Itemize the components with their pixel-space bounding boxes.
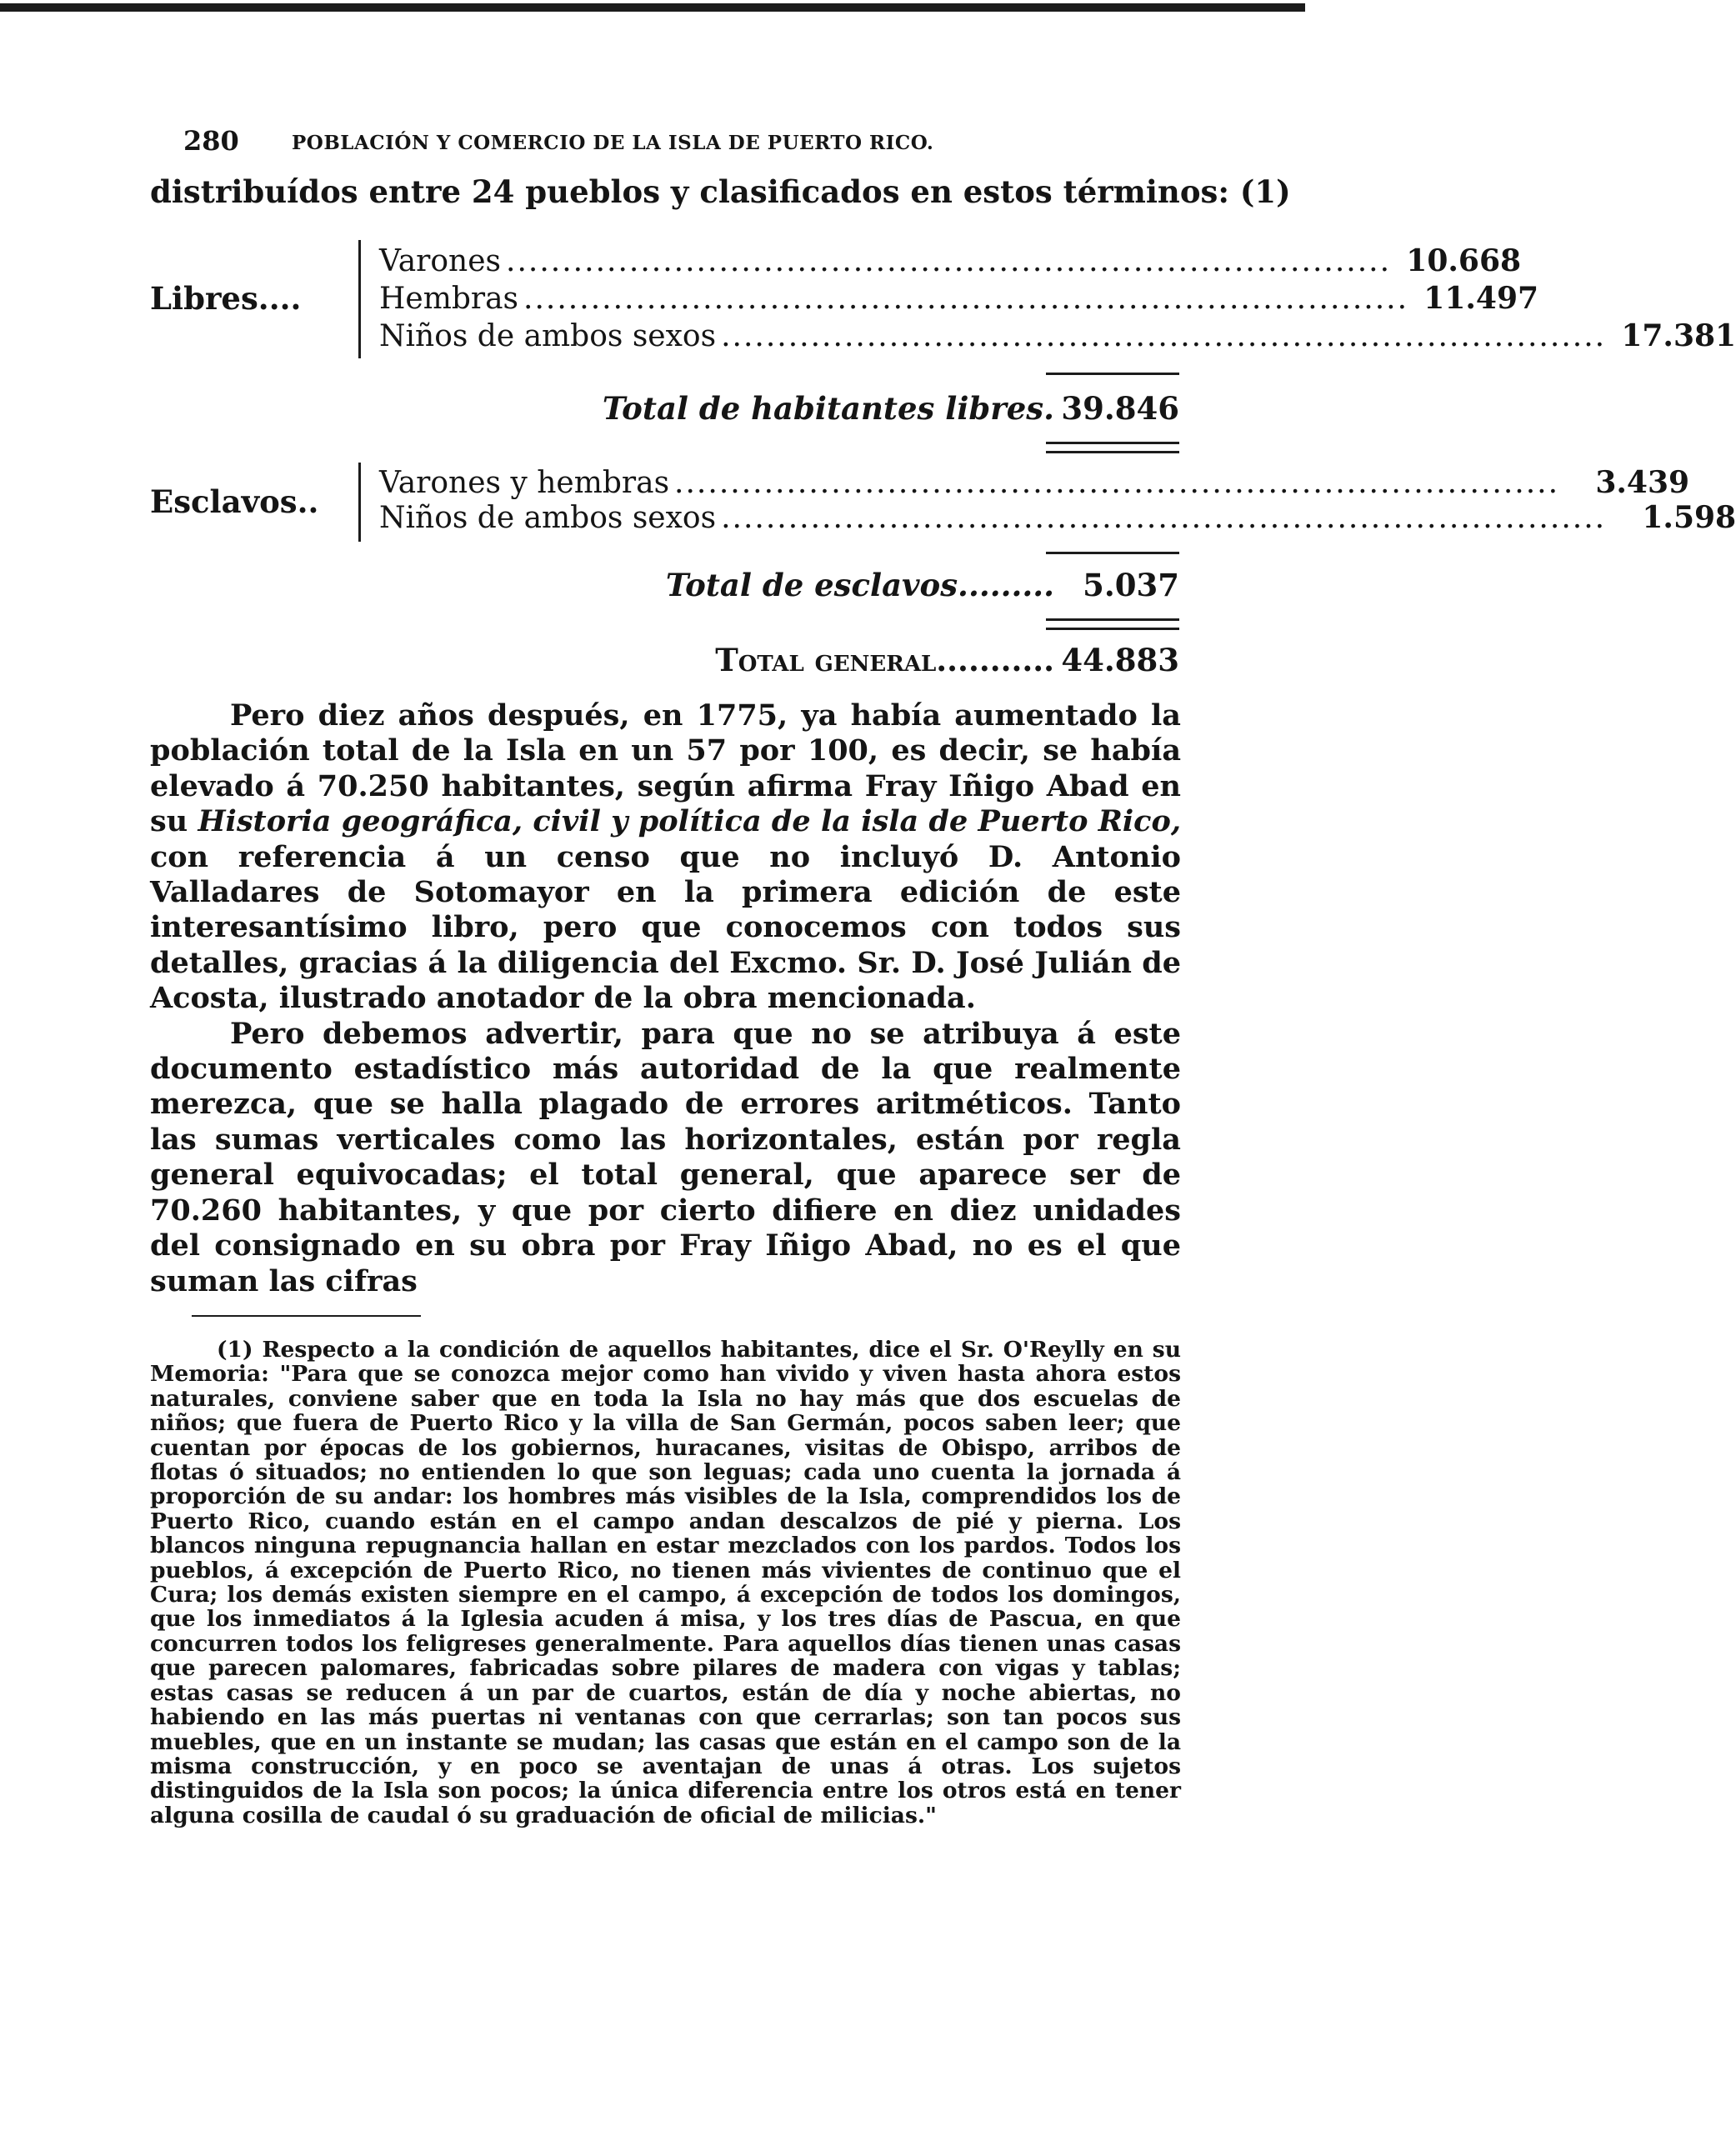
libres-row-varones <box>379 243 1522 278</box>
esclavos-label: Esclavos.. <box>150 483 319 520</box>
total-value: 5.037 <box>1083 567 1179 603</box>
paragraph <box>150 698 1181 1017</box>
body-text <box>150 698 1181 1299</box>
row-label: Hembras <box>379 282 519 316</box>
row-label: Niños de ambos sexos <box>379 501 717 535</box>
row-value: 3.439 <box>1595 465 1690 500</box>
double-rule <box>1046 442 1179 453</box>
paragraph-text: Pero diez años después, en 1775, ya había aumentado la población total de la Isla en un 57 por 100, es decir, se había elevado á 70.250 habitantes, según afirma Fray Iñigo Abad en su <box>150 698 1181 839</box>
row-value: 1.598 <box>1642 500 1736 535</box>
leader-dots: ............................................................................... <box>506 244 1392 278</box>
sum-rule <box>1046 373 1179 375</box>
intro-line: distribuídos entre 24 pueblos y clasificados en estos términos: (1) <box>150 173 1291 210</box>
double-rule <box>1046 618 1179 630</box>
libres-label: Libres.... <box>150 280 302 317</box>
row-label: Niños de ambos sexos <box>379 319 717 353</box>
esclavos-total <box>0 567 1179 603</box>
row-value: 17.381 <box>1621 318 1736 353</box>
paragraph-text: con referencia á un censo que no incluyó D. Antonio Valladares de Sotomayor en la primera edición de este interesantísimo libro, pero que conocemos con todos sus detalles, gracias á la diligencia del Excmo. Sr. D. José Julián de Acosta, ilustrado anotador de la obra mencionada. <box>150 839 1181 1016</box>
total-label: Total de esclavos......... <box>665 567 1054 603</box>
total-value: 44.883 <box>1061 642 1179 678</box>
total-label: Total general........... <box>715 642 1054 678</box>
page-number: 280 <box>183 125 239 157</box>
libres-total <box>0 390 1179 427</box>
footnote-text: (1) Respecto a la condición de aquellos habitantes, dice el Sr. O'Reylly en su Memoria: "Para que se conozca mejor como han vivido y viven hasta ahora estos naturales, conviene saber que en toda la Isla no hay más que dos escuelas de niños; que fuera de Puerto Rico y la villa de San Germán, pocos saben leer; que cuentan por épocas de los gobiernos, huracanes, visitas de Obispo, arribos de flotas ó situados; no entienden lo que son leguas; cada uno cuenta la jornada á proporción de su andar: los hombres más visibles de la Isla, comprendidos los de Puerto Rico, cuando están en el campo andan descalzos de pié y pierna. Los blancos ninguna repugnancia hallan en estar mezclados con los pardos. Todos los pueblos, á excepción de Puerto Rico, no tienen más vivientes de continuo que el Cura; los demás existen siempre en el campo, á excepción de todos los domingos, que los inmediatos á la Iglesia acuden á misa, y los tres días de Pascua, en que concurren todos los feligreses generalmente. Para aquellos días tienen unas casas que parecen palomares, fabricadas sobre pilares de madera con vigas y tablas; estas casas se reducen á un par de cuartos, están de día y noche abiertas, no habiendo en las más puertas ni ventanas con que cerrarlas; son tan pocos sus muebles, que en un instante se mudan; las casas que están en el campo son de la misma construcción, y en poco se aventajan de unas á otras. Los sujetos distinguidos de la Isla son pocos; la única diferencia entre los otros está en tener alguna cosilla de caudal ó su graduación de oficial de milicias." <box>150 1337 1181 1828</box>
leader-dots: ............................................................................... <box>523 282 1409 316</box>
total-label: Total de habitantes libres. <box>602 390 1054 427</box>
book-title: Historia geográfica, civil y política de la isla de Puerto Rico, <box>198 804 1182 839</box>
running-title: POBLACIÓN Y COMERCIO DE LA ISLA DE PUERTO RICO. <box>292 132 934 154</box>
leader-dots: ............................................................................... <box>721 319 1607 353</box>
page-header <box>183 125 1183 158</box>
total-value: 39.846 <box>1061 390 1179 427</box>
esclavos-bracket <box>358 463 361 542</box>
libres-row-hembras <box>379 281 1539 316</box>
row-label: Varones <box>379 244 502 278</box>
libres-bracket <box>358 240 361 358</box>
sum-rule <box>1046 552 1179 554</box>
esclavos-row-varones-hembras <box>379 465 1690 500</box>
footnote <box>150 1338 1181 1828</box>
leader-dots: ............................................................................... <box>721 501 1607 535</box>
row-value: 10.668 <box>1406 243 1522 278</box>
row-value: 11.497 <box>1423 281 1539 316</box>
row-label: Varones y hembras <box>379 466 670 500</box>
general-total <box>0 642 1179 678</box>
esclavos-row-ninos <box>379 500 1736 535</box>
leader-dots: ............................................................................... <box>674 466 1560 500</box>
footnote-rule <box>192 1315 421 1317</box>
libres-row-ninos <box>379 318 1736 353</box>
paragraph: Pero debemos advertir, para que no se atribuya á este documento estadístico más autoridad de la que realmente merezca, que se halla plagado de errores aritméticos. Tanto las sumas verticales como las horizontales, están por regla general equivocadas; el total general, que aparece ser de 70.260 habitantes, y que por cierto difiere en diez unidades del consignado en su obra por Fray Iñigo Abad, no es el que suman las cifras <box>150 1016 1181 1298</box>
top-edge-rule <box>0 3 1305 12</box>
